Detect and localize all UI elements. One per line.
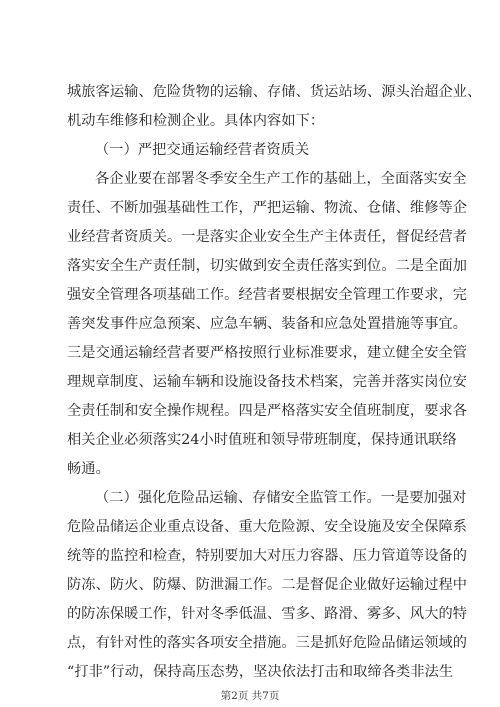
text-line: 城旅客运输、危险货物的运输、存储、货运站场、源头治超企业、: [67, 84, 482, 100]
text-line: 机动车维修和检测企业。具体内容如下：: [67, 113, 325, 129]
text-line: 的防冻保暖工作，针对冬季低温、雪多、路滑、雾多、风大的特: [67, 606, 468, 622]
text-line: 落实安全生产责任制，切实做到安全责任落实到位。二是全面加: [67, 258, 468, 274]
text-line: 危险品储运企业重点设备、重大危险源、安全设施及安全保障系: [67, 519, 468, 535]
text-line: 防冻、防火、防爆、防泄漏工作。二是督促企业做好运输过程中: [67, 577, 468, 593]
text-line: “打非”行动，保持高压态势，坚决依法打击和取缔各类非法生: [67, 664, 454, 680]
text-line: 畅通。: [67, 461, 110, 477]
text-line: 全责任制和安全操作规程。四是严格落实安全值班制度，要求各: [67, 403, 468, 419]
text-line: 统等的监控和检查，特别要加大对压力容器、压力管道等设备的: [67, 548, 468, 564]
text-line: 强安全管理各项基础工作。经营者要根据安全管理工作要求，完: [67, 287, 468, 303]
section-heading: （一）严把交通运输经营者资质关: [95, 142, 310, 158]
text-line: 理规章制度、运输车辆和设施设备技术档案，完善并落实岗位安: [67, 374, 468, 390]
text-line: 业经营者资质关。一是落实企业安全生产主体责任，督促经营者: [67, 229, 468, 245]
text-line: 三是交通运输经营者要严格按照行业标准要求，建立健全安全管: [67, 345, 468, 361]
text-line: 点，有针对性的落实各项安全措施。三是抓好危险品储运领域的: [67, 635, 468, 651]
text-line: 相关企业必须落实24小时值班和领导带班制度，保持通讯联络: [67, 432, 457, 448]
text-line: 善突发事件应急预案、应急车辆、装备和应急处置措施等事宜。: [67, 316, 468, 332]
section-heading: （二）强化危险品运输、存储安全监管工作。一是要加强对: [95, 490, 467, 506]
page-number: 第2页 共7页: [220, 690, 280, 702]
text-line: 责任、不断加强基础性工作，严把运输、物流、仓储、维修等企: [67, 200, 468, 216]
text-line: 各企业要在部署冬季安全生产工作的基础上，全面落实安全: [95, 171, 467, 187]
